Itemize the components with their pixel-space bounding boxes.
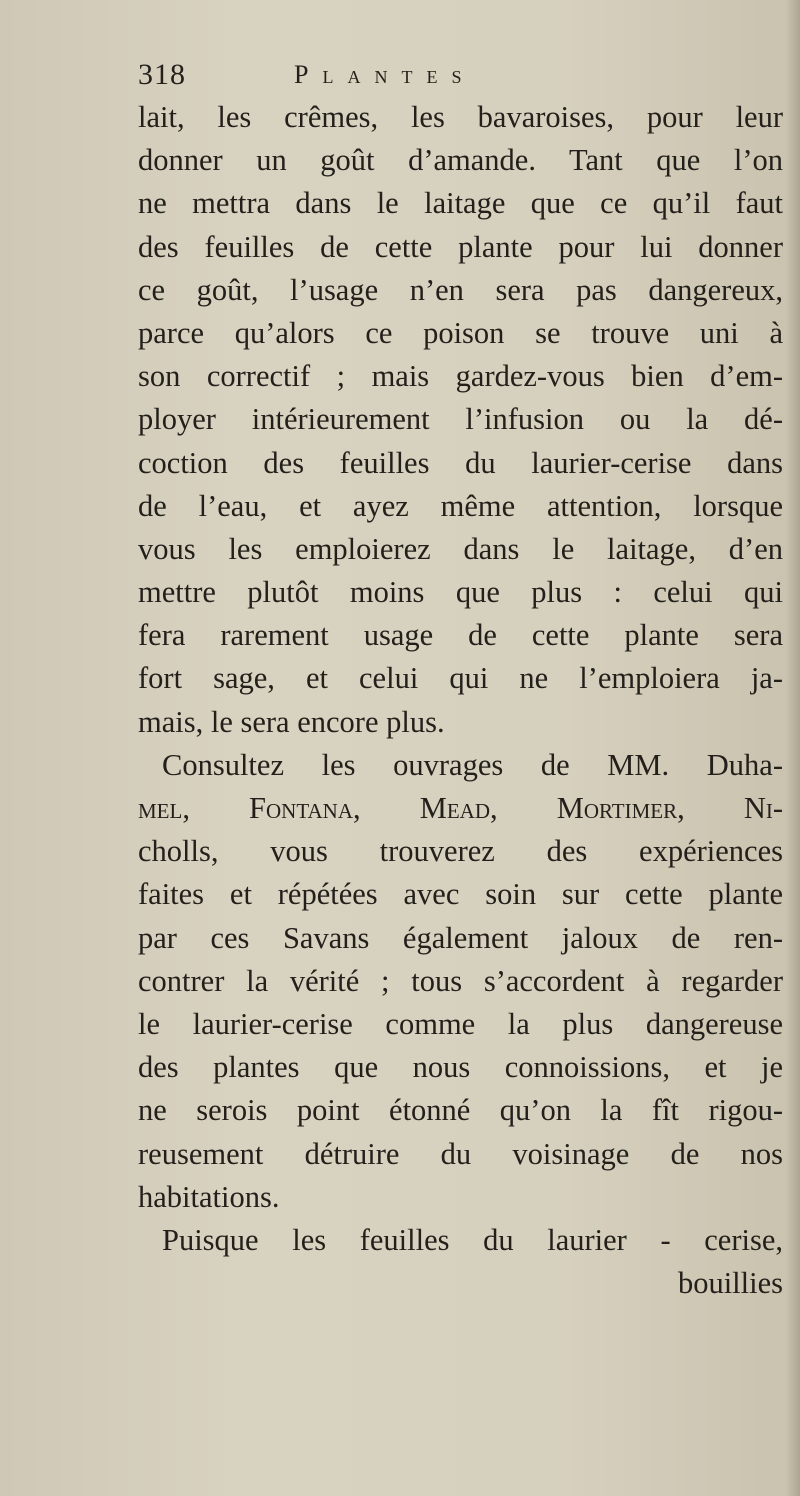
text-line: ployer intérieurement l’infusion ou la dé- — [138, 402, 783, 437]
text-line: son correctif ; mais gardez-vous bien d’em- — [138, 359, 783, 394]
text-line: cholls, vous trouverez des expériences — [138, 834, 783, 869]
text-line: des feuilles de cette plante pour lui donner — [138, 229, 783, 264]
text-line: mais, le sera encore plus. — [138, 704, 445, 739]
text-line: ne mettra dans le laitage que ce qu’il faut — [138, 186, 783, 221]
text-line: habitations. — [138, 1179, 280, 1214]
text-line: faites et répétées avec soin sur cette plante — [138, 877, 783, 912]
catchword: bouillies — [677, 1266, 783, 1301]
text-line: de l’eau, et ayez même attention, lorsque — [138, 488, 783, 523]
text-line: par ces Savans également jaloux de ren- — [138, 920, 783, 955]
body-text — [138, 96, 783, 1305]
page-edge-shadow — [786, 0, 800, 1496]
text-line: fort sage, et celui qui ne l’emploiera ja- — [138, 661, 783, 696]
page-number: 318 — [138, 58, 186, 91]
text-line: mettre plutôt moins que plus : celui qui — [138, 575, 783, 610]
text-line: parce qu’alors ce poison se trouve uni à — [138, 315, 783, 350]
text-line: ne serois point étonné qu’on la fît rigou- — [138, 1093, 783, 1128]
running-title: Plantes — [294, 60, 476, 89]
text-line: le laurier-cerise comme la plus dangereuse — [138, 1006, 783, 1041]
text-line: contrer la vérité ; tous s’accordent à regarder — [138, 963, 783, 998]
page-header — [138, 58, 778, 98]
text-line: Consultez les ouvrages de MM. Duha- — [162, 747, 783, 782]
text-line: coction des feuilles du laurier-cerise dans — [138, 445, 783, 480]
text-line: ce goût, l’usage n’en sera pas dangereux, — [138, 272, 783, 307]
text-line: mel, Fontana, Mead, Mortimer, Ni- — [138, 791, 783, 825]
text-line: donner un goût d’amande. Tant que l’on — [138, 143, 783, 178]
text-line: Puisque les feuilles du laurier - cerise, — [162, 1222, 783, 1257]
text-line: fera rarement usage de cette plante sera — [138, 618, 783, 653]
text-line: vous les emploierez dans le laitage, d’en — [138, 531, 783, 566]
text-line: reusement détruire du voisinage de nos — [138, 1136, 783, 1171]
text-line: des plantes que nous connoissions, et je — [138, 1050, 783, 1085]
text-line: lait, les crêmes, les bavaroises, pour leur — [138, 100, 783, 134]
